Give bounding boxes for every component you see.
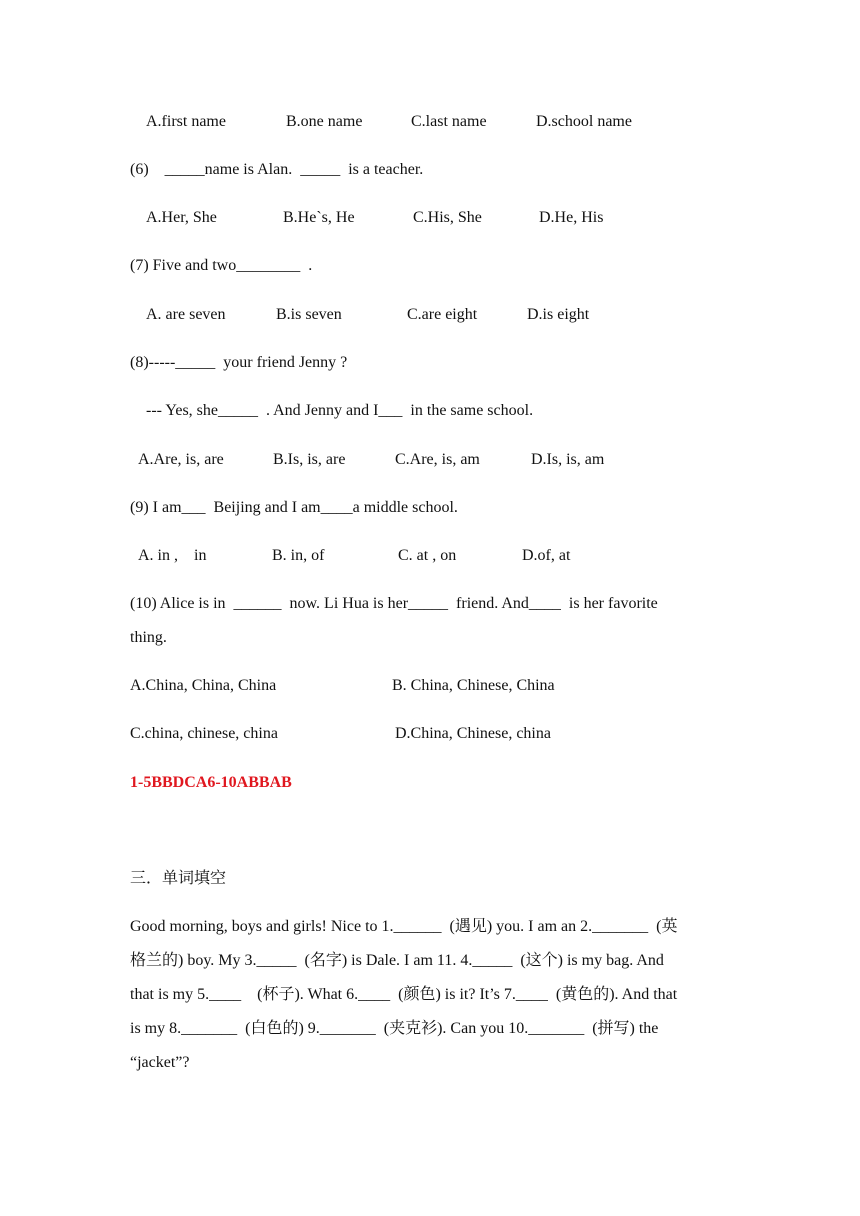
q8-stem-reply: --- Yes, she_____ . And Jenny and I___ in the same school. xyxy=(146,402,534,419)
q9-option-b: B. in, of xyxy=(272,547,325,564)
q8-option-a: A.Are, is, are xyxy=(138,451,224,468)
q9-option-c: C. at , on xyxy=(398,547,457,564)
q6-option-d: D.He, His xyxy=(539,209,604,226)
q10-option-a: A.China, China, China xyxy=(130,677,277,694)
q6-stem: (6) _____name is Alan. _____ is a teacher. xyxy=(130,161,424,178)
q6-option-b: B.He`s, He xyxy=(283,209,355,226)
fill-in-passage xyxy=(130,910,730,1080)
q5-option-a: A.first name xyxy=(146,113,226,130)
q9-option-a: A. in , in xyxy=(138,547,207,564)
q7-option-c: C.are eight xyxy=(407,306,478,323)
q7-option-d: D.is eight xyxy=(527,306,590,323)
passage-line: is my 8._______ (白色的) 9._______ (夹克衫). Can you 10._______ (拼写) the xyxy=(130,1020,659,1037)
q10-option-d: D.China, Chinese, china xyxy=(395,725,551,742)
q9-stem: (9) I am___ Beijing and I am____a middle school. xyxy=(130,499,458,516)
q5-option-b: B.one name xyxy=(286,113,363,130)
passage-line: that is my 5.____ (杯子). What 6.____ (颜色) is it? It’s 7.____ (黄色的). And that xyxy=(130,986,678,1003)
q8-option-d: D.Is, is, am xyxy=(531,451,605,468)
q8-option-b: B.Is, is, are xyxy=(273,451,346,468)
q9-option-d: D.of, at xyxy=(522,547,571,564)
q5-option-c: C.last name xyxy=(411,113,487,130)
q8-option-c: C.Are, is, am xyxy=(395,451,480,468)
section-heading: 三．单词填空 xyxy=(130,870,227,887)
q5-option-d: D.school name xyxy=(536,113,632,130)
q7-stem: (7) Five and two________ . xyxy=(130,257,313,274)
passage-line: “jacket”? xyxy=(130,1054,190,1071)
passage-line: 格兰的) boy. My 3._____ (名字) is Dale. I am 11. 4._____ (这个) is my bag. And xyxy=(130,952,664,969)
q8-stem: (8)-----_____ your friend Jenny ? xyxy=(130,354,348,371)
q7-option-b: B.is seven xyxy=(276,306,342,323)
q6-option-c: C.His, She xyxy=(413,209,482,226)
q10-option-c: C.china, chinese, china xyxy=(130,725,278,742)
q6-option-a: A.Her, She xyxy=(146,209,217,226)
q10-stem: (10) Alice is in ______ now. Li Hua is her_____ friend. And____ is her favorite xyxy=(130,595,658,612)
passage-line: Good morning, boys and girls! Nice to 1.______ (遇见) you. I am an 2._______ (英 xyxy=(130,918,678,935)
answer-key: 1-5BBDCA6-10ABBAB xyxy=(130,774,292,791)
q7-option-a: A. are seven xyxy=(146,306,226,323)
q10-stem-continued: thing. xyxy=(130,629,167,646)
q10-option-b: B. China, Chinese, China xyxy=(392,677,555,694)
